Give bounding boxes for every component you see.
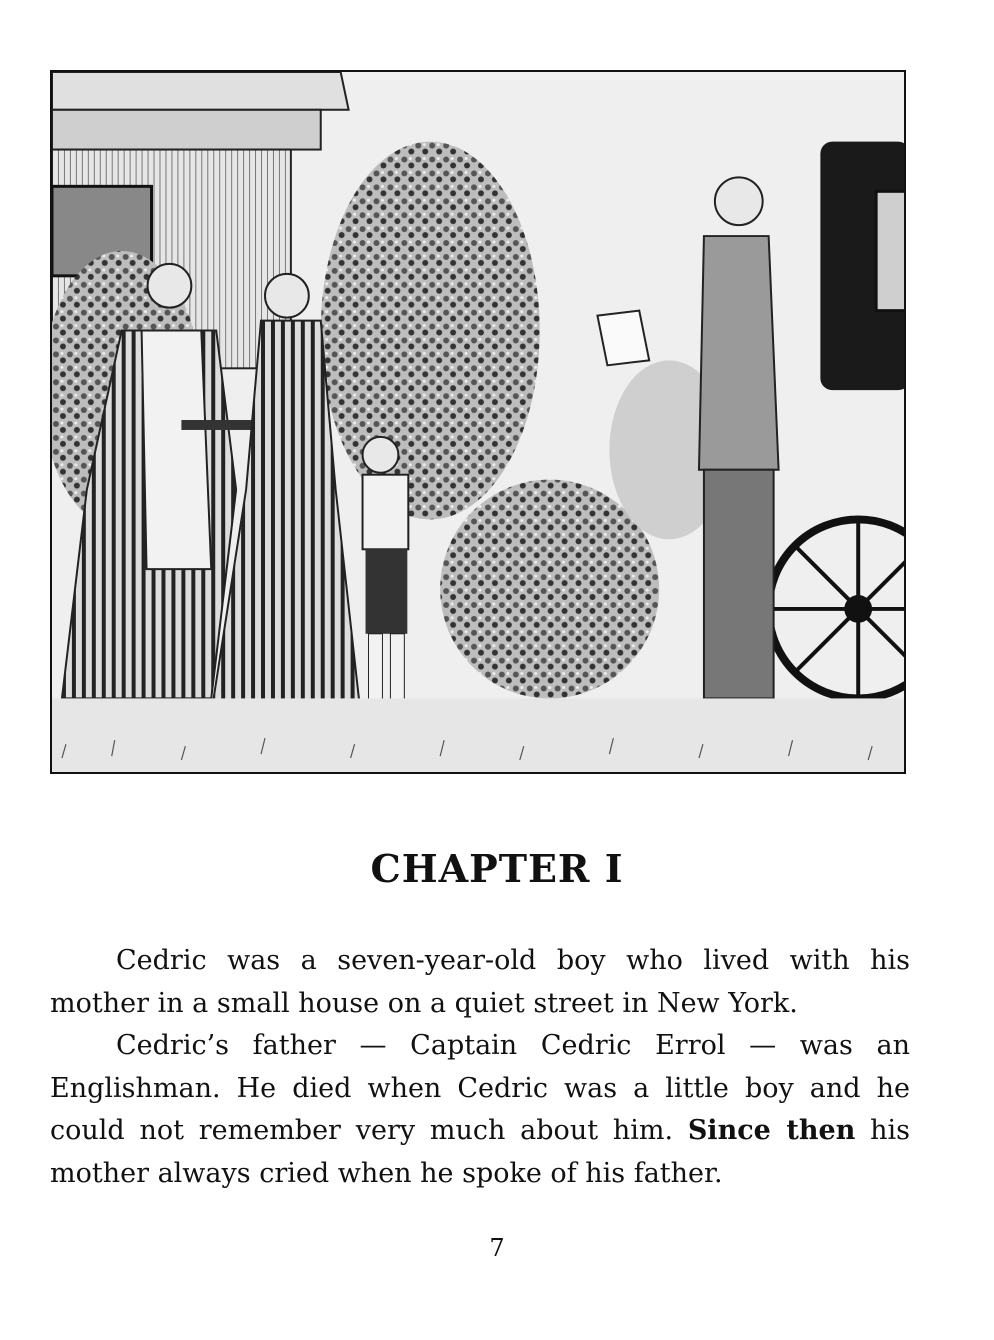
chapter-illustration [50,70,906,774]
paragraph-2-bold-phrase: Since then [687,1115,856,1146]
chapter-body [50,940,910,1195]
paragraph-2-text-start: Cedric’s father — Captain Cedric Errol — was an Englishman. He died when Cedric was a little boy and he could not remember very much about him. [50,1030,910,1146]
chapter-title: CHAPTER I [370,846,624,891]
paragraph-2-text-end: his mother always cried when he spoke of his father. [50,1115,910,1189]
paragraph-2 [50,1025,910,1195]
page-number: 7 [489,1234,505,1262]
paragraph-1: Cedric was a seven-year-old boy who lived with his mother in a small house on a quiet street in New York. [50,945,910,1019]
illustration-drawing [52,72,904,772]
